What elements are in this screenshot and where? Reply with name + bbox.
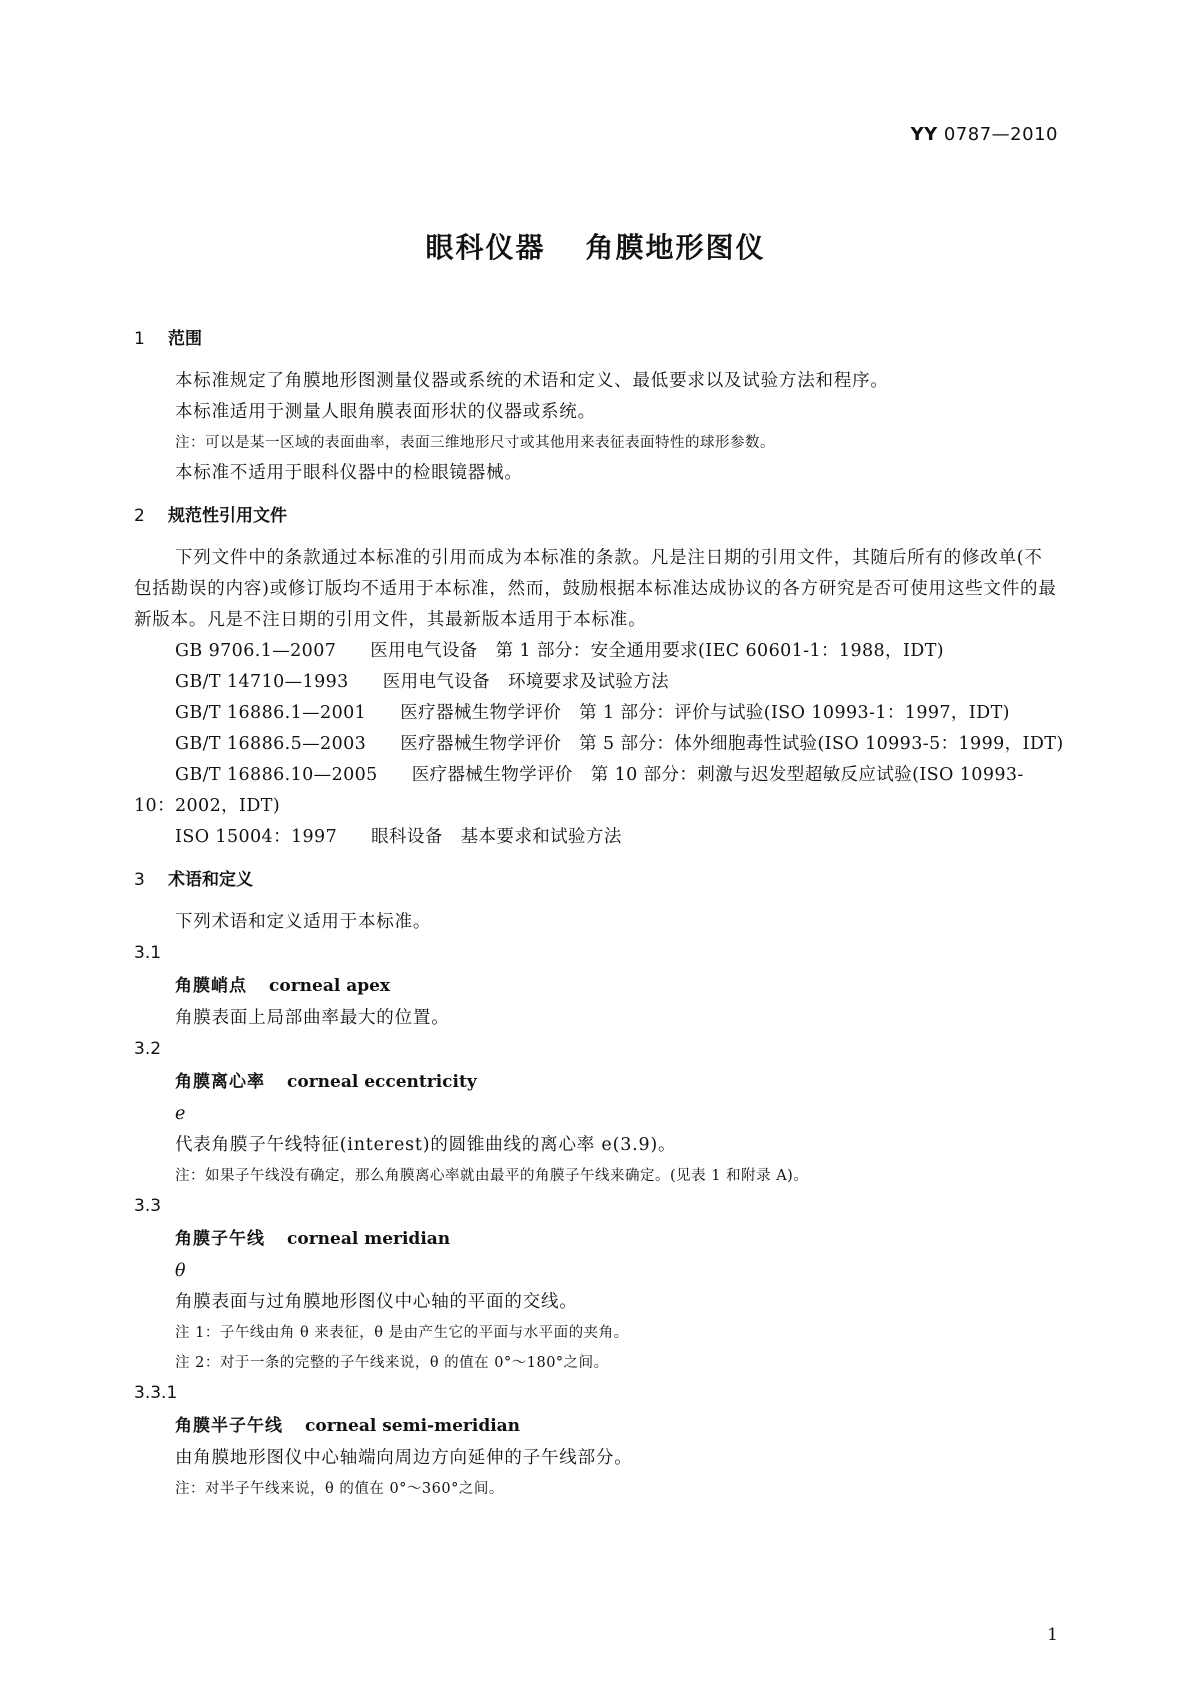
reference-item: GB/T 16886.10—2005 医疗器械生物学评价 第 10 部分：刺激与迟发型超敏反应试验(ISO 10993-10：2002，IDT) bbox=[134, 765, 1024, 816]
terms-intro: 下列术语和定义适用于本标准。 bbox=[175, 912, 432, 932]
clause-number: 3.3 bbox=[134, 1196, 162, 1216]
document-body bbox=[134, 322, 1064, 1504]
standard-code bbox=[911, 124, 1058, 145]
term-definition: 代表角膜子午线特征(interest)的圆锥曲线的离心率 e(3.9)。 bbox=[175, 1135, 677, 1155]
page-number: 1 bbox=[1047, 1625, 1058, 1645]
standard-number: 0787—2010 bbox=[943, 124, 1058, 145]
section-heading-normative-references: 2 规范性引用文件 bbox=[134, 506, 287, 526]
scope-paragraph-2: 本标准适用于测量人眼角膜表面形状的仪器或系统。 bbox=[175, 402, 596, 422]
references-intro: 下列文件中的条款通过本标准的引用而成为本标准的条款。凡是注日期的引用文件，其随后所有的修改单(不包括勘误的内容)或修订版均不适用于本标准，然而，鼓励根据本标准达成协议的各方研究是否可使用这些文件的最新版本。凡是不注日期的引用文件，其最新版本适用于本标准。 bbox=[134, 548, 1057, 630]
standard-prefix: YY bbox=[910, 124, 938, 145]
clause-number: 3.2 bbox=[134, 1039, 162, 1059]
section-heading-scope: 1 范围 bbox=[134, 329, 202, 349]
scope-paragraph-3: 本标准不适用于眼科仪器中的检眼镜器械。 bbox=[175, 463, 523, 483]
reference-item: GB/T 14710—1993 医用电气设备 环境要求及试验方法 bbox=[175, 672, 670, 692]
scope-paragraph-1: 本标准规定了角膜地形图测量仪器或系统的术语和定义、最低要求以及试验方法和程序。 bbox=[175, 371, 889, 391]
scope-note: 注：可以是某一区域的表面曲率，表面三维地形尺寸或其他用来表征表面特性的球形参数。 bbox=[175, 435, 775, 451]
section-heading-terms: 3 术语和定义 bbox=[134, 870, 253, 890]
title-part-2: 角膜地形图仪 bbox=[585, 231, 766, 264]
title-part-1: 眼科仪器 bbox=[425, 231, 546, 264]
term-heading: 角膜峭点 corneal apex bbox=[175, 976, 391, 996]
document-title bbox=[0, 226, 1191, 266]
term-symbol: θ bbox=[175, 1261, 186, 1281]
term-definition: 角膜表面上局部曲率最大的位置。 bbox=[175, 1008, 450, 1028]
reference-item: ISO 15004：1997 眼科设备 基本要求和试验方法 bbox=[175, 827, 622, 847]
term-heading: 角膜子午线 corneal meridian bbox=[175, 1229, 451, 1249]
reference-item: GB/T 16886.5—2003 医疗器械生物学评价 第 5 部分：体外细胞毒性试验(ISO 10993-5：1999，IDT) bbox=[175, 734, 1064, 754]
term-definition: 由角膜地形图仪中心轴端向周边方向延伸的子午线部分。 bbox=[175, 1448, 633, 1468]
term-note: 注：如果子午线没有确定，那么角膜离心率就由最平的角膜子午线来确定。(见表 1 和附录 A)。 bbox=[175, 1168, 809, 1184]
reference-item: GB 9706.1—2007 医用电气设备 第 1 部分：安全通用要求(IEC 60601-1：1988，IDT) bbox=[175, 641, 945, 661]
term-note: 注 2：对于一条的完整的子午线来说，θ 的值在 0°～180°之间。 bbox=[175, 1355, 609, 1371]
term-heading: 角膜离心率 corneal eccentricity bbox=[175, 1072, 477, 1092]
term-note: 注：对半子午线来说，θ 的值在 0°～360°之间。 bbox=[175, 1481, 504, 1497]
clause-number: 3.3.1 bbox=[134, 1383, 178, 1403]
term-symbol: e bbox=[175, 1104, 186, 1124]
term-note: 注 1：子午线由角 θ 来表征，θ 是由产生它的平面与水平面的夹角。 bbox=[175, 1325, 629, 1341]
term-heading: 角膜半子午线 corneal semi-meridian bbox=[175, 1416, 521, 1436]
clause-number: 3.1 bbox=[134, 943, 162, 963]
term-definition: 角膜表面与过角膜地形图仪中心轴的平面的交线。 bbox=[175, 1292, 578, 1312]
reference-item: GB/T 16886.1—2001 医疗器械生物学评价 第 1 部分：评价与试验(ISO 10993-1：1997，IDT) bbox=[175, 703, 1010, 723]
